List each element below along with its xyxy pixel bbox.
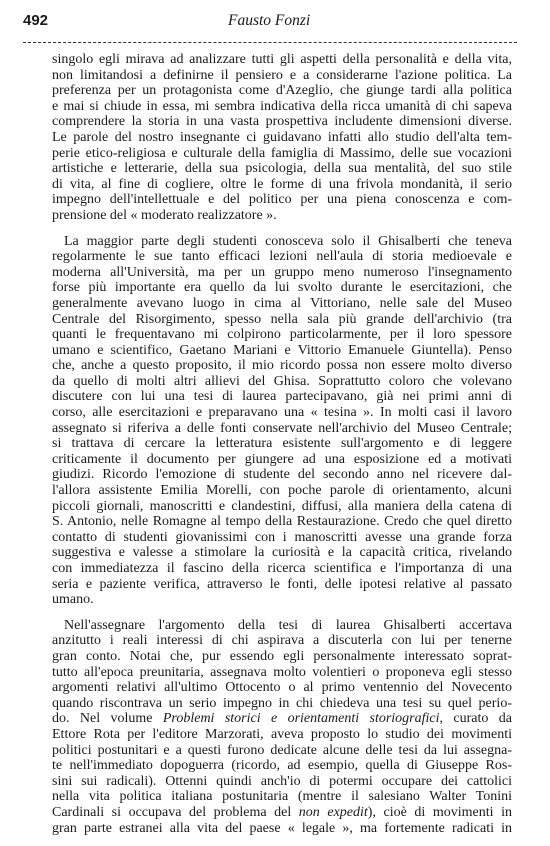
text-line: gran parte estranei alla vita del paese « legale », ma fortemente radicati in: [52, 820, 512, 836]
text-line: contatto di studenti giovanissimi con i manoscritti avesse una grande forza: [52, 529, 512, 545]
text-line: perie etico-religiosa e culturale della famiglia di Massimo, delle sue vocazioni: [52, 145, 512, 161]
text-line: Nell'assegnare l'argomento della tesi di laurea Ghisalberti accertava: [64, 617, 512, 633]
text-line: moderna all'Università, ma per un gruppo meno numeroso l'insegnamento: [52, 264, 512, 280]
text-line: Cardinali si occupava del problema del non expedit), cioè di movimenti in: [52, 804, 513, 820]
text-line: La maggior parte degli studenti conosceva solo il Ghisalberti che teneva: [64, 233, 512, 249]
text-line: da quello di molti altri allievi del Ghisa. Soprattutto coloro che volevano: [52, 373, 512, 389]
text-line: S. Antonio, nelle Romagne al tempo della Restaurazione. Credo che quel diretto: [52, 514, 512, 530]
text-line: argomenti relativi all'ultimo Ottocento o al primo ventennio del Novecento: [52, 680, 512, 696]
text-line: umano.: [52, 592, 94, 608]
page-header: [23, 12, 517, 34]
text-line: l'allora assistente Emilia Morelli, con poche parole di orientamento, alcuni: [52, 483, 512, 499]
text-line: generalmente avevano luogo in cima al Vittoriano, nelle sale del Museo: [52, 295, 512, 311]
text-line: con immediatezza il fascino della ricerca scientifica e l'importanza di una: [52, 561, 512, 576]
text-line: do. Nel volume Problemi storici e orientamenti storiografici, curato da: [52, 711, 512, 727]
text-line: assegnato si riferiva a delle fonti conservate nell'archivio del Museo Centrale;: [52, 420, 512, 436]
text-line: forse più importante era quello da lui svolto durante le esercitazioni, che: [52, 280, 512, 296]
text-line: seria e paziente verifica, attraverso le fonti, delle ipotesi relative al passato: [52, 576, 512, 592]
text-line: suggestiva e valesse a stimolare la curiosità e la capacità critica, rivelando: [52, 545, 512, 561]
text-line: e mai si chiude in essa, mi sembra indicativa della ricca umanità di chi sapeva: [52, 98, 512, 114]
text-line: te nell'immediato dopoguerra (ricordo, ad esempio, quella di Giuseppe Ros-: [52, 758, 512, 774]
text-line: anzitutto i reali interessi di chi aspirava a discuterla con lui per tenerne: [52, 633, 512, 649]
text-line: si trattava di cercare la letteratura esistente sull'argomento e di leggere: [52, 436, 512, 452]
text-line: prensione del « moderato realizzatore ».: [52, 207, 277, 223]
text-line: quanti le frequentavano mi colpirono particolarmente, per il loro spessore: [52, 327, 512, 343]
paragraph-3: [52, 618, 512, 836]
page-number: 492: [23, 12, 49, 29]
paragraph-1: [52, 52, 512, 224]
running-head: Fausto Fonzi: [228, 12, 311, 29]
paragraph-2: [52, 234, 512, 608]
text-line: singolo egli mirava ad analizzare tutti gli aspetti della personalità e della vita,: [52, 52, 512, 67]
text-line: preferenza per un protagonista come d'Azeglio, che giunge tardi alla politica: [52, 83, 512, 99]
text-line: nella vita politica italiana postunitaria (mentre il salesiano Walter Tonini: [52, 789, 512, 805]
text-line: tutto all'epoca preunitaria, assegnava molto volentieri o proponeva egli stesso: [52, 664, 512, 680]
body-text: [52, 52, 512, 846]
text-line: quando riscontrava un serio impegno in chi chiedeva una tesi su quel perio-: [52, 695, 512, 711]
text-line: discutere con lui una tesi di laurea partecipavano, già nei primi anni di: [52, 389, 512, 405]
text-line: comprendere la storia in una vasta prospettiva includente dimensioni diverse.: [52, 114, 512, 130]
text-line: Le parole del nostro insegnante ci guidavano infatti allo studio dell'alta tem-: [52, 129, 512, 145]
text-line: Ettore Rota per l'editore Marzorati, aveva proposto lo studio dei movimenti: [52, 726, 512, 742]
text-line: Centrale del Risorgimento, spesso nella sala più grande dell'archivio (tra: [52, 311, 512, 327]
text-line: corso, alle esercitazioni e preparavano una « tesina ». In molti casi il lavoro: [52, 405, 512, 421]
text-line: che, anche a questo proposito, il mio ricordo possa non essere molto diverso: [52, 358, 512, 374]
text-line: gran conto. Notai che, pur essendo egli personalmente interessato soprat-: [52, 648, 512, 664]
text-line: umano e scientifico, Gaetano Mariani e Vittorio Emanuele Giuntella). Penso: [52, 342, 512, 358]
text-line: giudizi. Ricordo l'emozione di studente del secondo anno nel ricevere dal-: [52, 467, 512, 483]
text-line: politici postunitari e a questi furono dedicate alcune delle tesi da lui assegna-: [52, 742, 512, 758]
text-line: regolarmente le sue tanto efficaci lezioni nell'aula di storia medioevale e: [52, 249, 512, 265]
text-line: non limitandosi a definirne il pensiero e a considerarne l'azione politica. La: [52, 67, 512, 83]
text-line: artistiche e letterarie, della sua psicologia, della sua mentalità, del suo stile: [52, 161, 512, 177]
text-line: piccoli giornali, manoscritti e clandestini, diffusi, alla maniera della catena di: [52, 498, 512, 514]
text-line: di vita, al fine di cogliere, oltre le forme di una frivola mondanità, il serio: [52, 176, 512, 192]
text-line: impegno dell'intellettuale e del politico per una piena conoscenza e com-: [52, 192, 512, 208]
header-rule: [23, 42, 517, 43]
text-line: criticamente il documento per giungere ad una esposizione ed a motivati: [52, 451, 512, 467]
text-line: sini sui radicali). Ottenni quindi anch'io di potermi occupare dei cattolici: [52, 773, 512, 789]
